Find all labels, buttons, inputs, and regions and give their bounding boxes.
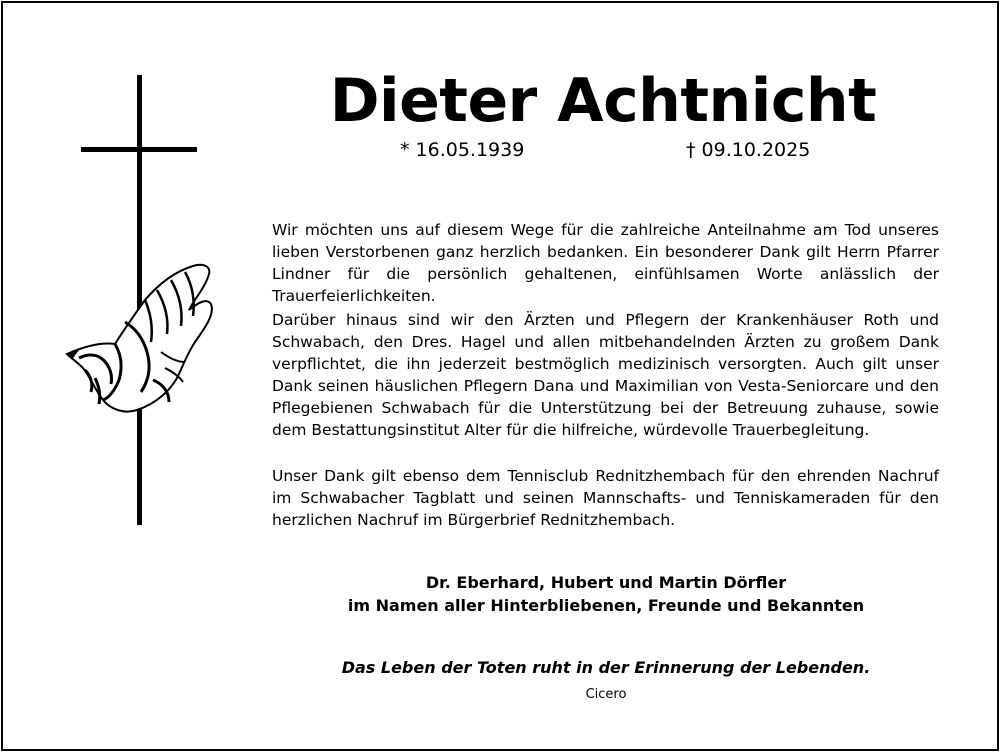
paragraph: Darüber hinaus sind wir den Ärzten und Pflegern der Krankenhäuser Roth und Schwabach, den Dres. Hagel und allen mitbehandelnden Ärzten zu großem Dank verpflichtet, die ihn jederzeit bestmöglich medizinisch versorgten. Auch gilt unser Dank seinen häuslichen Pflegern Dana und Maximilian von Vesta-Seniorcare und den Pflegebienen Schwabach für die Unterstützung bei der Betreuung zuhause, sowie dem Bestattungsinstitut Alter für die hilfreiche, würdevolle Trauerbegleitung. xyxy=(272,311,939,439)
deceased-name: Dieter Achtnicht xyxy=(329,66,877,136)
birth-date: * 16.05.1939 xyxy=(400,139,525,161)
quote-author: Cicero xyxy=(585,687,627,702)
memorial-quote: Das Leben der Toten ruht in der Erinnerung der Lebenden. xyxy=(341,658,871,677)
signature-names: Dr. Eberhard, Hubert und Martin Dörfler xyxy=(425,573,787,592)
paragraph: Wir möchten uns auf diesem Wege für die zahlreiche Anteilnahme am Tod unseres lieben Verstorbenen ganz herzlich bedanken. Ein besonderer Dank gilt Herrn Pfarrer Lindner für die persönlich gehaltenen, einfühlsamen Worte anlässlich der Trauerfeierlichkeiten. xyxy=(272,221,939,305)
death-date: † 09.10.2025 xyxy=(686,139,811,161)
cross-icon-crossbar xyxy=(81,147,197,152)
praying-hands-icon xyxy=(65,258,215,418)
obituary-notice xyxy=(1,1,999,751)
signature-subline: im Namen aller Hinterbliebenen, Freunde und Bekannten xyxy=(347,596,865,615)
paragraph: Unser Dank gilt ebenso dem Tennisclub Rednitzhembach für den ehrenden Nachruf im Schwabacher Tagblatt und seinen Mannschafts- und Tenniskameraden für den herzlichen Nachruf im Bürgerbrief Rednitzhembach. xyxy=(272,467,939,529)
